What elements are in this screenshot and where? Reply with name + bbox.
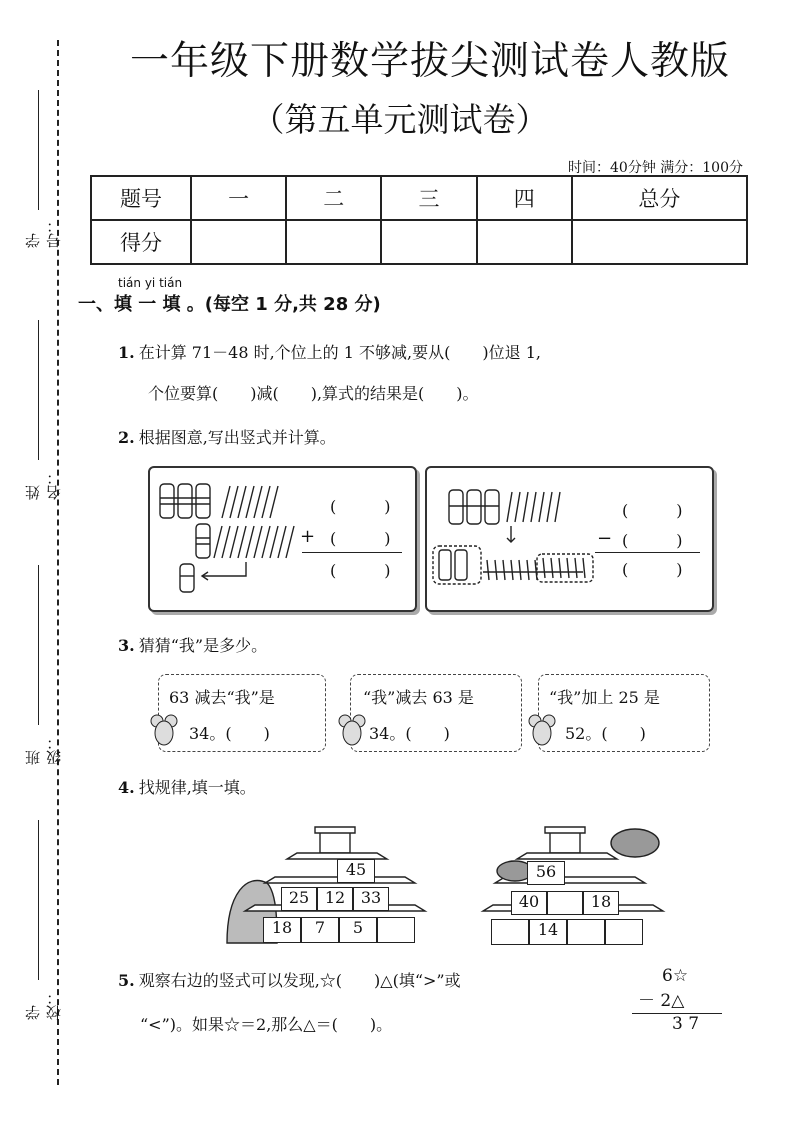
class-label: 班级： — [24, 735, 63, 765]
header-cell: 题号 — [91, 176, 191, 220]
header-cell: 总分 — [572, 176, 747, 220]
student-number-line — [38, 90, 39, 210]
section-title: 一、填 一 填 。(每空 1 分,共 28 分) — [78, 294, 381, 315]
guess-box-2-line-2[interactable]: 34。( ) — [369, 724, 450, 743]
score-table — [90, 175, 748, 265]
question-5-number: 5. — [118, 971, 135, 990]
right-r2-cell: 18 — [583, 891, 619, 915]
binding-dashed-line — [57, 40, 59, 1085]
header-cell: 三 — [381, 176, 476, 220]
left-r2-cell: 25 — [281, 887, 317, 911]
left-r2-cell: 33 — [353, 887, 389, 911]
score-cell[interactable] — [191, 220, 286, 264]
score-table-header-row — [91, 176, 747, 220]
left-r3-cell: 5 — [339, 917, 377, 943]
guess-box-1-line-2[interactable]: 34。( ) — [189, 724, 270, 743]
right-pagoda — [485, 815, 685, 950]
section-pinyin: tián yi tián — [118, 276, 183, 290]
question-3-text: 猜猜“我”是多少。 — [138, 636, 268, 655]
calc-row-3: 3 7 — [632, 1013, 722, 1034]
question-2-prompt — [118, 425, 336, 448]
question-4-text: 找规律,填一填。 — [138, 778, 256, 797]
question-1-number: 1. — [118, 343, 135, 362]
name-label: 姓名： — [24, 470, 63, 500]
right-r2-cell: 40 — [511, 891, 547, 915]
right-blank-1[interactable]: ( ) — [622, 501, 683, 520]
header-cell: 一 — [191, 176, 286, 220]
right-r1-cell: 56 — [527, 861, 565, 885]
left-blank-1[interactable]: ( ) — [330, 497, 391, 516]
right-blank-3[interactable]: ( ) — [622, 560, 683, 579]
school-label: 学校： — [24, 990, 63, 1020]
score-cell[interactable] — [572, 220, 747, 264]
score-cell[interactable] — [286, 220, 381, 264]
question-4-prompt — [118, 775, 256, 798]
left-pagoda — [225, 815, 425, 950]
right-blank-2[interactable]: ( ) — [622, 531, 683, 550]
question-2-text: 根据图意,写出竖式并计算。 — [138, 428, 336, 447]
left-r2-cell: 12 — [317, 887, 353, 911]
calc-row-1: 6☆ — [662, 966, 689, 986]
mouse-icon — [149, 713, 179, 749]
question-5-line-2: “<”)。如果☆＝2,那么△＝( )。 — [140, 1015, 393, 1034]
score-cell[interactable] — [381, 220, 476, 264]
guess-box-3 — [538, 674, 710, 752]
right-r3-cell[interactable] — [605, 919, 643, 945]
header-cell: 四 — [477, 176, 572, 220]
question-1-line-2: 个位要算( )减( ),算式的结果是( )。 — [148, 384, 479, 403]
question-5-line-1 — [118, 968, 461, 991]
page-subtitle: （第五单元测试卷） — [251, 100, 549, 139]
vertical-calculation — [632, 966, 722, 1034]
right-r3-cell: 14 — [529, 919, 567, 945]
name-line — [38, 320, 39, 460]
student-number-label: 学号： — [24, 218, 63, 248]
q2-right-picture — [425, 466, 714, 612]
left-blank-2[interactable]: ( ) — [330, 529, 391, 548]
right-r2-cell[interactable] — [547, 891, 583, 915]
score-cell[interactable] — [477, 220, 572, 264]
left-r3-cell: 18 — [263, 917, 301, 943]
right-diff-line — [595, 552, 700, 553]
header-cell: 二 — [286, 176, 381, 220]
time-score-info: 时间：40分钟 满分：100分 — [568, 160, 743, 176]
question-4-number: 4. — [118, 778, 135, 797]
left-r3-cell: 7 — [301, 917, 339, 943]
score-table-score-row — [91, 220, 747, 264]
left-r1-cell: 45 — [337, 859, 375, 883]
guess-box-3-line-1: “我”加上 25 是 — [549, 688, 660, 707]
guess-box-2-line-1: “我”减去 63 是 — [363, 688, 474, 707]
left-sum-line — [302, 552, 402, 553]
left-blank-3[interactable]: ( ) — [330, 561, 391, 580]
right-r3-cell[interactable] — [491, 919, 529, 945]
question-2-number: 2. — [118, 428, 135, 447]
question-5-text: 观察右边的竖式可以发现,☆( )△(填“>”或 — [138, 971, 461, 990]
mouse-icon — [527, 713, 557, 749]
page-title: 一年级下册数学拔尖测试卷人教版 — [129, 39, 730, 84]
plus-sign: + — [300, 526, 316, 547]
question-1-text: 在计算 71－48 时,个位上的 1 不够减,要从( )位退 1, — [138, 343, 541, 362]
calc-row-2: － 2△ — [638, 991, 685, 1011]
minus-sign: − — [597, 528, 613, 549]
right-r3-cell[interactable] — [567, 919, 605, 945]
class-line — [38, 565, 39, 725]
question-3-number: 3. — [118, 636, 135, 655]
guess-box-2 — [350, 674, 522, 752]
mouse-icon — [337, 713, 367, 749]
question-3-prompt — [118, 633, 267, 656]
left-r3-cell[interactable] — [377, 917, 415, 943]
q2-left-picture — [148, 466, 417, 612]
score-row-label: 得分 — [91, 220, 191, 264]
guess-box-1-line-1: 63 减去“我”是 — [169, 688, 275, 707]
guess-box-1 — [158, 674, 326, 752]
question-1-line-1 — [118, 340, 541, 363]
guess-box-3-line-2[interactable]: 52。( ) — [565, 724, 646, 743]
school-line — [38, 820, 39, 980]
